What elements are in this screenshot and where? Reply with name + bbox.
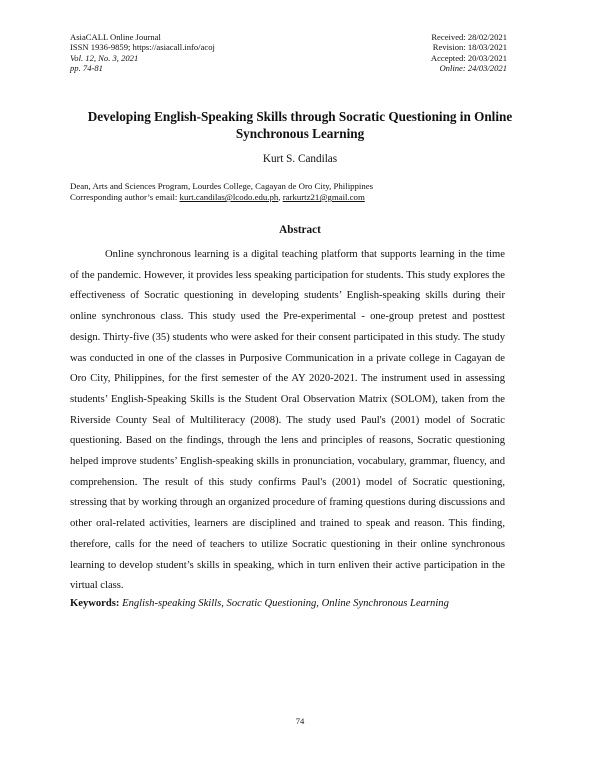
- received-date: Received: 28/02/2021: [431, 32, 507, 42]
- abstract-heading: Abstract: [279, 224, 321, 236]
- journal-header-right: [431, 32, 507, 74]
- journal-header-left: [70, 32, 215, 74]
- journal-issn: ISSN 1936-9859; https://asiacall.info/acoj: [70, 42, 215, 53]
- paper-title: Developing English-Speaking Skills through Socratic Questioning in Online Synchronous Learning: [87, 109, 513, 141]
- accepted-date: Accepted: 20/03/2021: [430, 52, 507, 63]
- email-link-2[interactable]: rarkurtz21@gmail.com: [282, 192, 365, 202]
- affiliation-block: [70, 181, 373, 203]
- journal-name: AsiaCALL Online Journal: [70, 32, 161, 42]
- email-link-1[interactable]: kurt.candilas@lcodo.edu.ph: [179, 192, 279, 202]
- email-line: [70, 192, 373, 203]
- revision-date: Revision: 18/03/2021: [432, 42, 507, 53]
- email-label: Corresponding author’s email:: [70, 192, 178, 202]
- email-separator: ,: [278, 192, 281, 202]
- author-name: Kurt S. Candilas: [262, 153, 338, 165]
- keywords-list: English-speaking Skills, Socratic Questioning, Online Synchronous Learning: [122, 598, 449, 609]
- page-number: 74: [295, 716, 305, 726]
- keywords-label: Keywords:: [70, 598, 120, 609]
- abstract-body: Online synchronous learning is a digital teaching platform that supports learning in the time of the pandemic. However, it provides less speaking participation for students. This study explores the effectiveness of Socratic questioning in developing students’ English-speaking skills during their online synchronous class. This study used the Pre-experimental - one-group pretest and posttest design. Thirty-five (35) students who were asked for their consent participated in this study. The study was conducted in one of the classes in Purposive Communication in a private college in Cagayan de Oro City, Philippines, for the first semester of the AY 2020-2021. The instrument used in assessing students’ English-Speaking Skills is the Student Oral Observation Matrix (SOLOM), taken from the Riverside County Seal of Multiliteracy (2008). The study used Paul's (2001) model of Socratic questioning. Based on the findings, through the lens and principles of reasons, Socratic questioning helped improve students’ English-speaking skills in pronunciation, vocabulary, grammar, fluency, and comprehension. The result of this study confirms Paul's (2001) model of Socratic questioning, stressing that by working through an organized procedure of framing questions during discussions and other oral-related activities, learners are disciplined and trained to speak and reason. This finding, therefore, calls for the need of teachers to utilize Socratic questioning in their online synchronous learning to develop student’s skills in speaking, which in turn enliven their active participation in the virtual class.: [70, 249, 505, 592]
- journal-volume: Vol. 12, No. 3, 2021: [70, 52, 139, 63]
- online-date: Online: 24/03/2021: [439, 63, 507, 74]
- keywords-line: [70, 598, 449, 609]
- affiliation: Dean, Arts and Sciences Program, Lourdes College, Cagayan de Oro City, Philippines: [70, 181, 374, 191]
- journal-pages: pp. 74-81: [70, 63, 103, 74]
